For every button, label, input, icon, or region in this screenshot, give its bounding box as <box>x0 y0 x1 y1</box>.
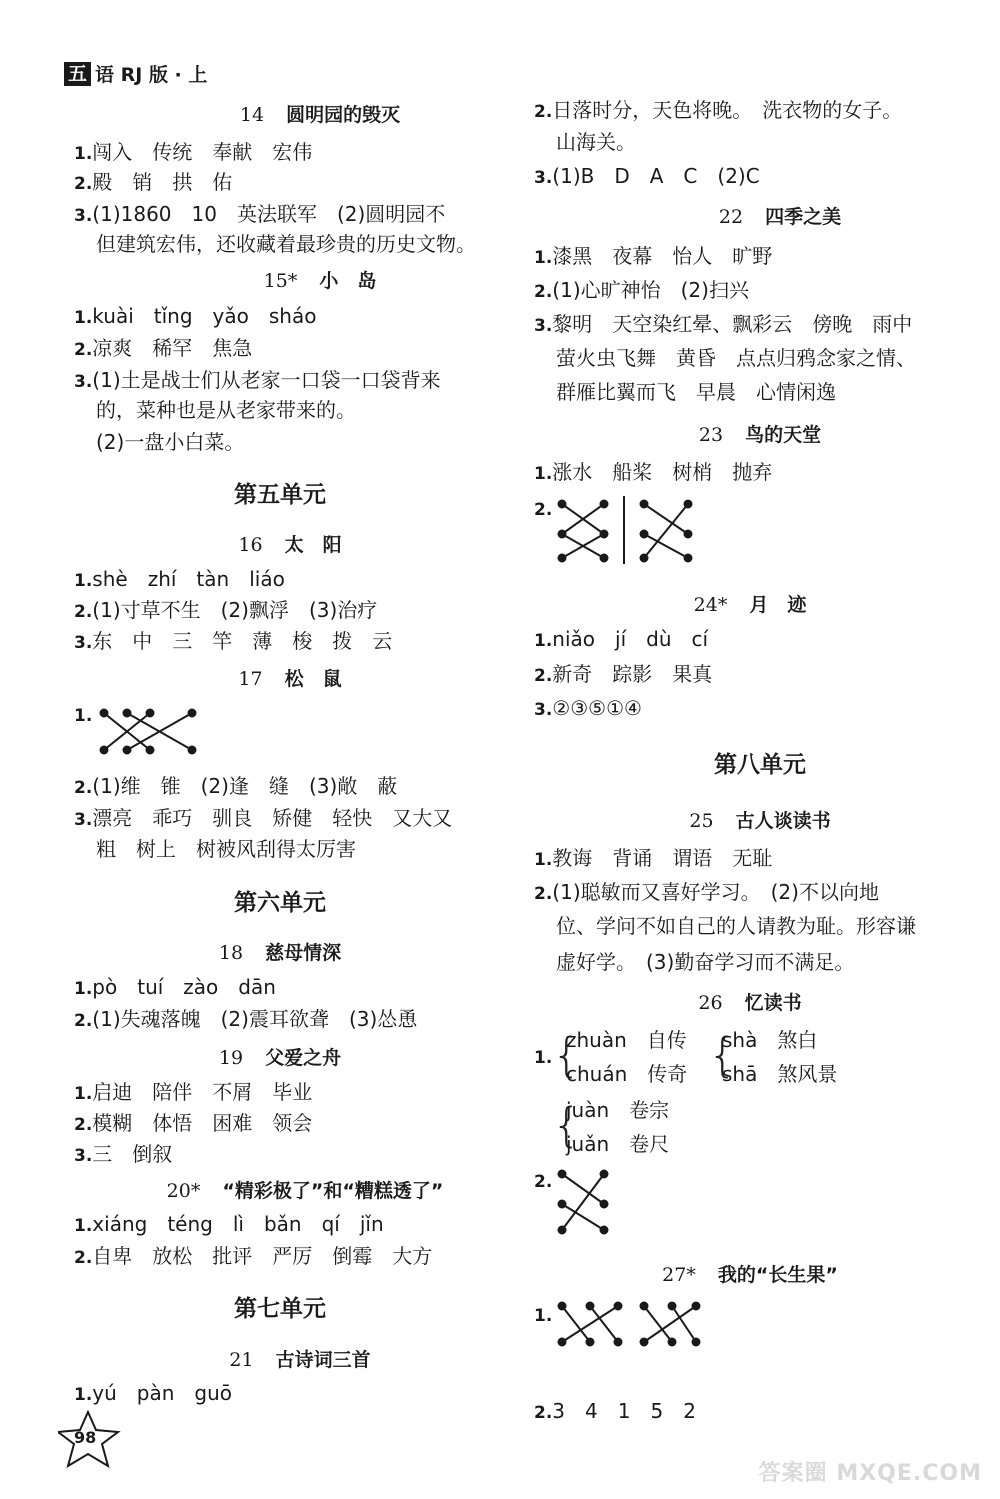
answer-line: 2.自卑 放松 批评 严厉 倒霉 大方 <box>74 1244 433 1268</box>
book-header <box>64 60 207 87</box>
lesson-title-23: 23 鸟的天堂 <box>698 424 822 446</box>
matching-diagram <box>556 1300 706 1350</box>
lesson-title-19: 19 父爱之舟 <box>218 1047 342 1069</box>
matching-diagram <box>556 496 706 566</box>
answer-line: 但建筑宏伟，还收藏着最珍贵的历史文物。 <box>96 232 476 256</box>
answer-line: 1.启迪 陪伴 不屑 毕业 <box>74 1080 313 1104</box>
lesson-title-14: 14 圆明园的毁灭 <box>239 104 401 126</box>
answer-line: 1.pò tuí zào dān <box>74 975 276 999</box>
answer-line: 1.漆黑 夜幕 怡人 旷野 <box>534 244 773 268</box>
answer-line: juàn 卷宗 <box>566 1098 670 1122</box>
lesson-title-27: 27* 我的“长生果” <box>662 1264 838 1286</box>
header-text: 语 RJ 版 · 上 <box>95 64 208 86</box>
answer-line: 3.三 倒叙 <box>74 1142 173 1166</box>
unit-heading-7: 第七单元 <box>234 1296 326 1322</box>
answer-line: 2.(1)寸草不生 (2)飘浮 (3)治疗 <box>74 598 378 622</box>
answer-line: shā 煞风景 <box>722 1062 838 1086</box>
answer-line: 2.殿 销 拱 佑 <box>74 170 233 194</box>
answer-line: chuán 传奇 <box>566 1062 688 1086</box>
answer-line: 的，菜种也是从老家带来的。 <box>96 398 356 422</box>
answer-line: 山海关。 <box>556 130 636 154</box>
answer-line: 1.闯入 传统 奉献 宏伟 <box>74 140 313 164</box>
lesson-title-20: 20* “精彩极了”和“糟糕透了” <box>166 1180 444 1202</box>
answer-line: 1.涨水 船桨 树梢 抛弃 <box>534 460 773 484</box>
answer-line: 2.(1)维 锥 (2)逢 缝 (3)敞 蔽 <box>74 774 398 798</box>
lesson-title-17: 17 松 鼠 <box>238 668 342 690</box>
answer-line: 1.xiáng téng lì bǎn qí jǐn <box>74 1212 384 1236</box>
answer-line: 2.凉爽 稀罕 焦急 <box>74 336 253 360</box>
answer-line: 3.(1)土是战士们从老家一口袋一口袋背来 <box>74 368 441 392</box>
answer-line: 虚好学。 (3)勤奋学习而不满足。 <box>556 950 855 974</box>
matching-diagram <box>556 1168 616 1238</box>
brace-icon: { <box>552 1098 582 1152</box>
page-number: 98 <box>74 1428 97 1447</box>
answer-line: 1. <box>534 1306 553 1326</box>
lesson-title-24: 24* 月 迹 <box>693 594 807 616</box>
page-number-badge <box>58 1410 128 1470</box>
answer-line: 2. <box>534 500 553 520</box>
answer-line: 位、学问不如自己的人请教为耻。形容谦 <box>556 914 916 938</box>
lesson-title-26: 26 忆读书 <box>698 992 802 1014</box>
answer-line: 3.(1)B D A C (2)C <box>534 164 760 188</box>
answer-line: 1. <box>534 1048 553 1068</box>
lesson-title-21: 21 古诗词三首 <box>229 1349 371 1371</box>
brace-icon: { <box>708 1028 738 1082</box>
lesson-title-15: 15* 小 岛 <box>263 270 377 292</box>
answer-line: 1.kuài tǐng yǎo sháo <box>74 304 317 328</box>
unit-heading-6: 第六单元 <box>234 890 326 916</box>
matching-diagram <box>100 708 200 758</box>
answer-line: 2.模糊 体悟 困难 领会 <box>74 1111 313 1135</box>
answer-line: 3.(1)1860 10 英法联军 (2)圆明园不 <box>74 202 446 226</box>
brace-icon: { <box>552 1028 582 1082</box>
answer-line: 1.yú pàn guō <box>74 1381 233 1405</box>
lesson-title-18: 18 慈母情深 <box>218 942 342 964</box>
answer-line: 群雁比翼而飞 早晨 心情闲逸 <box>556 380 836 404</box>
answer-line: 粗 树上 树被风刮得太厉害 <box>96 837 356 861</box>
answer-line: 萤火虫飞舞 黄昏 点点归鸦念家之情、 <box>556 346 916 370</box>
answer-line: 2.日落时分，天色将晚。 洗衣物的女子。 <box>534 98 903 122</box>
answer-line: zhuàn 自传 <box>566 1028 687 1052</box>
answer-line: 2.(1)心旷神怡 (2)扫兴 <box>534 278 749 302</box>
answer-line: 3.东 中 三 竿 薄 梭 拨 云 <box>74 629 393 653</box>
unit-heading-5: 第五单元 <box>234 482 326 508</box>
lesson-title-22: 22 四季之美 <box>718 206 842 228</box>
watermark: 答案圈 MXQE.COM <box>758 1461 982 1486</box>
answer-line: 1.教诲 背诵 谓语 无耻 <box>534 846 773 870</box>
answer-line: 1.shè zhí tàn liáo <box>74 567 285 591</box>
unit-heading-8: 第八单元 <box>714 752 806 778</box>
answer-line: juǎn 卷尺 <box>566 1132 670 1156</box>
answer-line: 2.(1)聪敏而又喜好学习。 (2)不以向地 <box>534 880 879 904</box>
grade-box: 五 <box>64 62 91 86</box>
answer-line: (2)一盘小白菜。 <box>96 430 245 454</box>
lesson-title-16: 16 太 阳 <box>238 534 342 556</box>
answer-line: 3.漂亮 乖巧 驯良 矫健 轻快 又大又 <box>74 806 453 830</box>
answer-line: shà 煞白 <box>722 1028 818 1052</box>
answer-line: 1. <box>74 706 93 726</box>
answer-line: 2.3 4 1 5 2 <box>534 1399 696 1423</box>
answer-line: 3.黎明 天空染红晕、飘彩云 傍晚 雨中 <box>534 312 913 336</box>
answer-line: 2.(1)失魂落魄 (2)震耳欲聋 (3)怂恿 <box>74 1007 418 1031</box>
lesson-title-25: 25 古人谈读书 <box>689 810 831 832</box>
answer-line: 3.②③⑤①④ <box>534 696 642 720</box>
answer-line: 2.新奇 踪影 果真 <box>534 662 713 686</box>
answer-line: 1.niǎo jí dù cí <box>534 627 709 651</box>
answer-line: 2. <box>534 1172 553 1192</box>
